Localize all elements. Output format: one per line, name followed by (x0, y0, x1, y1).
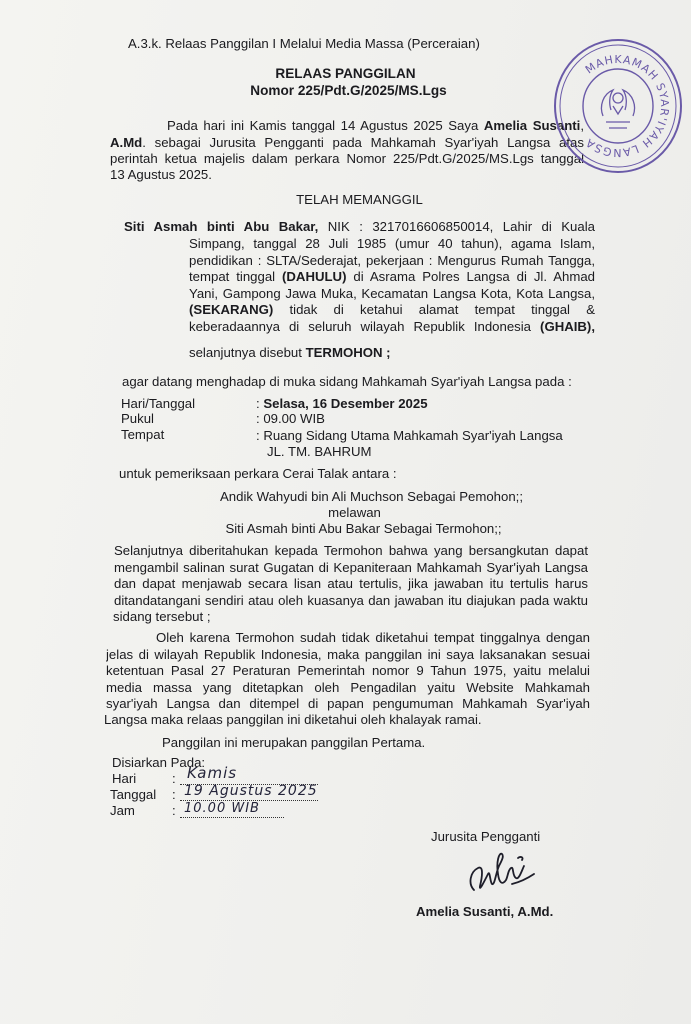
broadcast-hour-colon: : (172, 803, 176, 818)
notification-paragraph: Selanjutnya diberitahukan kepada Termohon bahwa yang bersangkutan dapat mengambil salinan surat Gugatan di Kepaniteraan Mahkamah Syar'iyah Langsa dan dapat menjawab secara lisan atau tertulis, jika jawaban itu tertulis harus ditandatangani sendiri atau oleh kuasanya dan jawaban itu diajukan pada waktu (114, 543, 588, 608)
opening-paragraph: Pada hari ini Kamis tanggal 14 Agustus 2025 Saya Amelia Susanti, A.Md. sebagai Jurusita Pengganti pada Mahkamah Syar'iyah Langsa atas perintah ketua majelis dalam perkara Nomor 225/Pdt.G/2025/MS.Lgs tanggal (110, 118, 584, 166)
signature-mark (462, 846, 542, 898)
form-code: A.3.k. Relaas Panggilan I Melalui Media Massa (Perceraian) (128, 36, 480, 51)
publication-paragraph: Oleh karena Termohon sudah tidak diketahui tempat tinggalnya dengan jelas di wilayah Republik Indonesia, maka panggilan ini saya laksanakan sesuai ketentuan Pasal 27 Peraturan Pemerintah nomor 9 Tahun 1975, yaitu melalui media massa yang ditetapkan oleh Pengadilan yaitu Website Mahkamah syar'iyah Langsa dan ditempel di papan pengumuman Mahkamah Syar'iyah (106, 630, 590, 711)
schedule-time-value: : 09.00 WIB (256, 411, 325, 426)
notification-paragraph-end: sidang tersebut ; (113, 609, 211, 624)
document-title: RELAAS PANGGILAN (275, 66, 416, 81)
signer-role: Jurusita Pengganti (431, 829, 541, 844)
summons-ordinal: Panggilan ini merupakan panggilan Pertama. (162, 735, 426, 750)
respondent-identity: Siti Asmah binti Abu Bakar, NIK : 3217016606850014, Lahir di Kuala (124, 219, 595, 234)
versus-line: melawan (328, 505, 381, 520)
broadcast-day-label: Hari (112, 771, 137, 786)
section-heading-telah-memanggil: TELAH MEMANGGIL (296, 192, 423, 207)
respondent-designation: selanjutnya disebut TERMOHON ; (189, 345, 391, 360)
broadcast-day-colon: : (172, 771, 176, 786)
official-stamp (551, 36, 685, 176)
opening-date-line: 13 Agustus 2025. (110, 167, 212, 182)
defendant-line: Siti Asmah binti Abu Bakar Sebagai Termohon;; (225, 521, 502, 536)
broadcast-date-label: Tanggal (110, 787, 157, 802)
schedule-place-address: JL. TM. BAHRUM (267, 444, 372, 459)
respondent-details: Simpang, tanggal 28 Juli 1985 (umur 40 tahun), agama Islam, pendidikan : SLTA/Sederajat, pekerjaan : Mengurus Rumah Tangga, tempat tinggal (DAHULU) di Asrama Polres Langsa di Jl. Ahmad Yani, Gampong Jawa Muka, Kecamatan Langsa Kota, Kota Langsa, (SEKARANG) tidak di ketahui alamat tempat tinggal & keberadaannya di seluruh wilayah Republik Indonesia (GHAIB), (189, 236, 595, 334)
broadcast-date-colon: : (172, 787, 176, 802)
svg-text:MAHKAMAH SYAR'IYAH LANGSA: MAHKAMAH SYAR'IYAH LANGSA (582, 52, 672, 160)
summons-intro: agar datang menghadap di muka sidang Mahkamah Syar'iyah Langsa pada : (122, 374, 572, 389)
broadcast-heading: Disiarkan Pada: (112, 755, 206, 770)
broadcast-day-value: Kamis (187, 764, 238, 782)
case-number: Nomor 225/Pdt.G/2025/MS.Lgs (250, 83, 447, 98)
plaintiff-line: Andik Wahyudi bin Ali Muchson Sebagai Pemohon;; (219, 489, 523, 504)
schedule-place-value: : Ruang Sidang Utama Mahkamah Syar'iyah Langsa (256, 428, 563, 443)
broadcast-hour-dotline (180, 817, 284, 818)
schedule-day-label: Hari/Tanggal (121, 396, 196, 411)
schedule-place-label: Tempat (121, 427, 165, 442)
case-intro: untuk pemeriksaan perkara Cerai Talak antara : (119, 466, 397, 481)
schedule-time-label: Pukul (121, 411, 154, 426)
publication-paragraph-end: Langsa maka relaas panggilan ini diketahui oleh khalayak ramai. (104, 712, 482, 727)
broadcast-date-value: 19 Agustus 2025 (184, 783, 318, 799)
broadcast-hour-value: 10.00 WIB (184, 801, 260, 816)
schedule-day-value: : Selasa, 16 Desember 2025 (256, 396, 428, 411)
broadcast-hour-label: Jam (110, 803, 135, 818)
signer-name: Amelia Susanti, A.Md. (416, 904, 554, 919)
